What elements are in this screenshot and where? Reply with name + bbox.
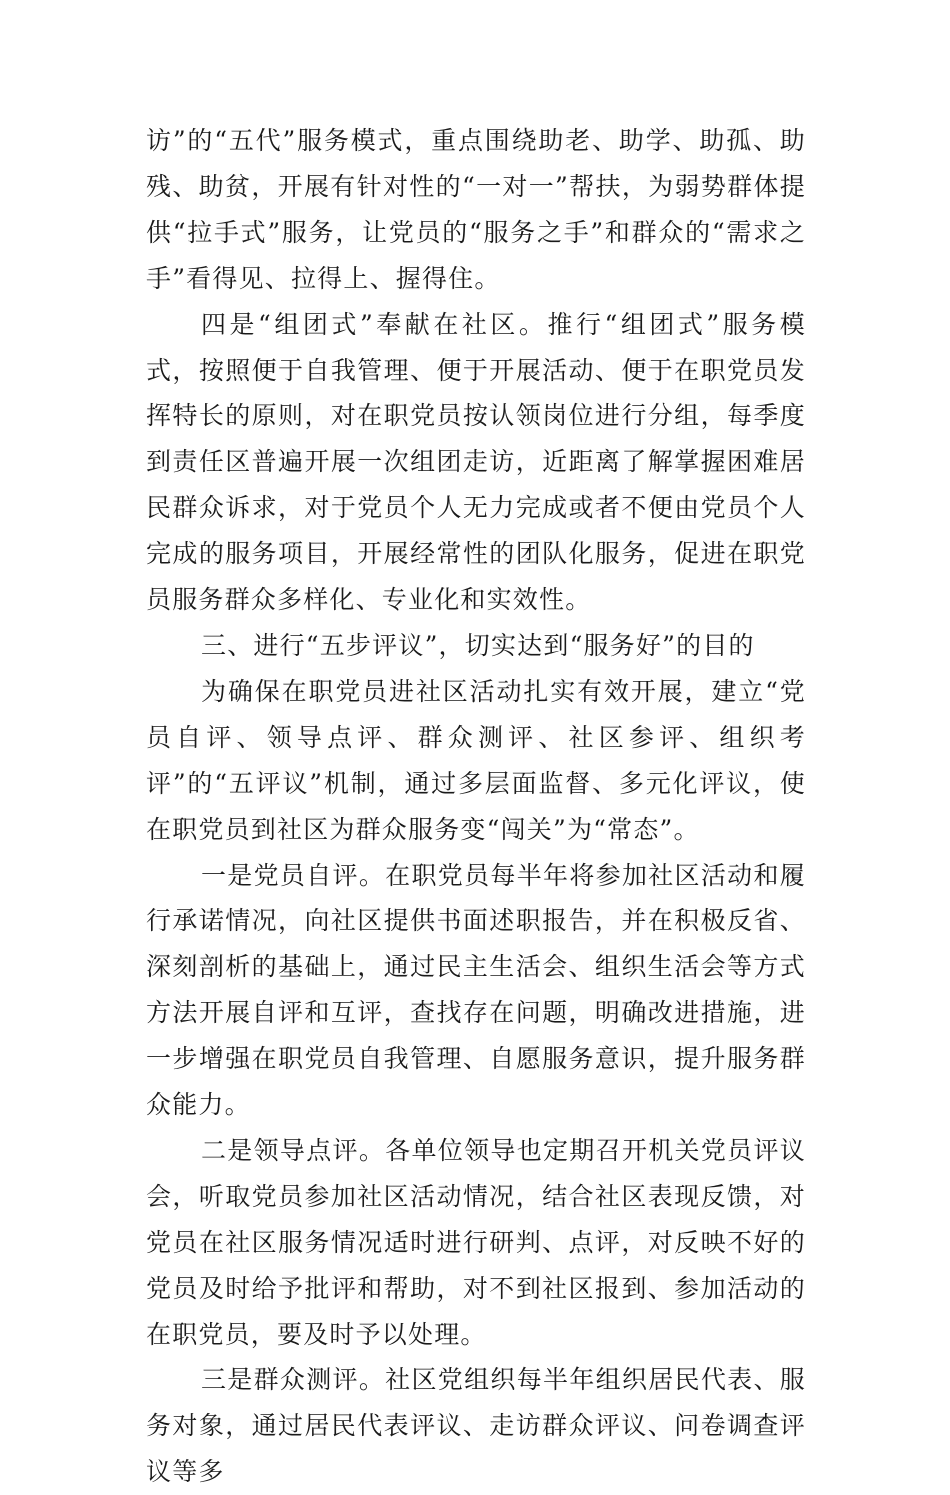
document-body	[146, 118, 806, 1495]
paragraph-self-review: 一是党员自评。在职党员每半年将参加社区活动和履行承诺情况，向社区提供书面述职报告，并在积极反省、深刻剖析的基础上，通过民主生活会、组织生活会等方式方法开展自评和互评，查找存在问题，明确改进措施，进一步增强在职党员自我管理、自愿服务意识，提升服务群众能力。	[146, 860, 806, 1120]
paragraph-public-review: 三是群众测评。社区党组织每半年组织居民代表、服务对象，通过居民代表评议、走访群众评议、问卷调查评议等多	[146, 1365, 806, 1487]
paragraph-review-mechanism: 为确保在职党员进社区活动扎实有效开展，建立“党员自评、领导点评、群众测评、社区参评、组织考评”的“五评议”机制，通过多层面监督、多元化评议，使在职党员到社区为群众服务变“闯关”为“常态”。	[146, 676, 806, 844]
section-heading-five-step-review: 三、进行“五步评议”，切实达到“服务好”的目的	[201, 630, 755, 660]
paragraph-leader-review: 二是领导点评。各单位领导也定期召开机关党员评议会，听取党员参加社区活动情况，结合社区表现反馈，对党员在社区服务情况适时进行研判、点评，对反映不好的党员及时给予批评和帮助，对不到社区报到、参加活动的在职党员，要及时予以处理。	[146, 1135, 806, 1349]
paragraph-continuation: 访”的“五代”服务模式，重点围绕助老、助学、助孤、助残、助贫，开展有针对性的“一对一”帮扶，为弱势群体提供“拉手式”服务，让党员的“服务之手”和群众的“需求之手”看得见、拉得上、握得住。	[146, 126, 806, 293]
paragraph-team-service: 四是“组团式”奉献在社区。推行“组团式”服务模式，按照便于自我管理、便于开展活动、便于在职党员发挥特长的原则，对在职党员按认领岗位进行分组，每季度到责任区普遍开展一次组团走访，近距离了解掌握困难居民群众诉求，对于党员个人无力完成或者不便由党员个人完成的服务项目，开展经常性的团队化服务，促进在职党员服务群众多样化、专业化和实效性。	[146, 309, 806, 615]
